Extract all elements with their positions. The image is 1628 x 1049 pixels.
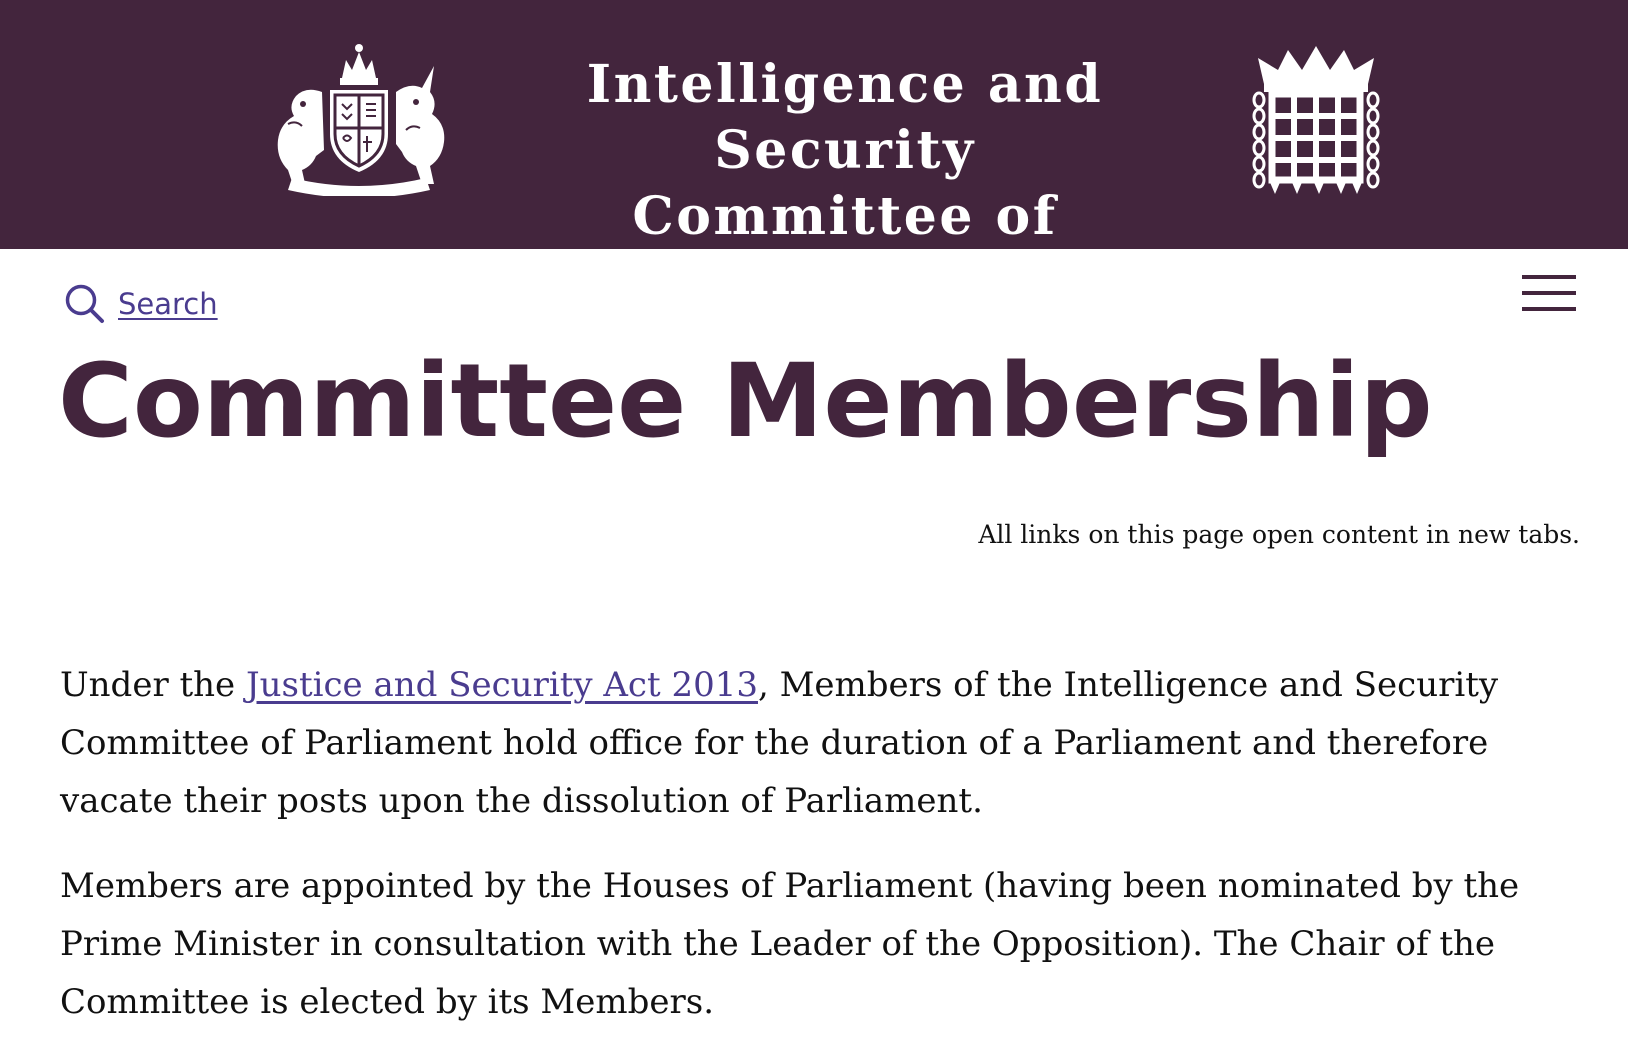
- search-icon: [64, 283, 106, 325]
- menu-bar: [1522, 307, 1576, 311]
- page-title: Committee Membership: [58, 342, 1433, 461]
- new-tab-notice: All links on this page open content in new tabs.: [978, 520, 1580, 549]
- intro-text-after: , Members of the Intelligence and Security Committee of Parliament hold office for the duration of a Parliament and therefore vacate their posts upon the dissolution of Parliament.: [60, 665, 1499, 821]
- hamburger-menu-icon[interactable]: [1522, 270, 1580, 316]
- royal-coat-of-arms-icon[interactable]: [270, 38, 448, 196]
- intro-paragraph: [60, 656, 1580, 830]
- justice-and-security-act-link[interactable]: Justice and Security Act 2013: [246, 665, 758, 705]
- menu-bar: [1522, 275, 1576, 279]
- intro-text-before: Under the: [60, 665, 236, 705]
- site-title-line-2: Committee of Parliament: [632, 186, 1058, 313]
- portcullis-icon[interactable]: [1250, 44, 1382, 196]
- search-label: Search: [118, 287, 218, 321]
- search-link[interactable]: [64, 283, 218, 325]
- appointment-paragraph: Members are appointed by the Houses of Parliament (having been nominated by the Prime Minister in consultation with the Leader of the Opposition). The Chair of the Committee is elected by its Members.: [60, 866, 1520, 1022]
- menu-bar: [1522, 291, 1576, 295]
- site-title-line-1: Intelligence and Security: [586, 54, 1104, 181]
- site-title[interactable]: [460, 52, 1230, 316]
